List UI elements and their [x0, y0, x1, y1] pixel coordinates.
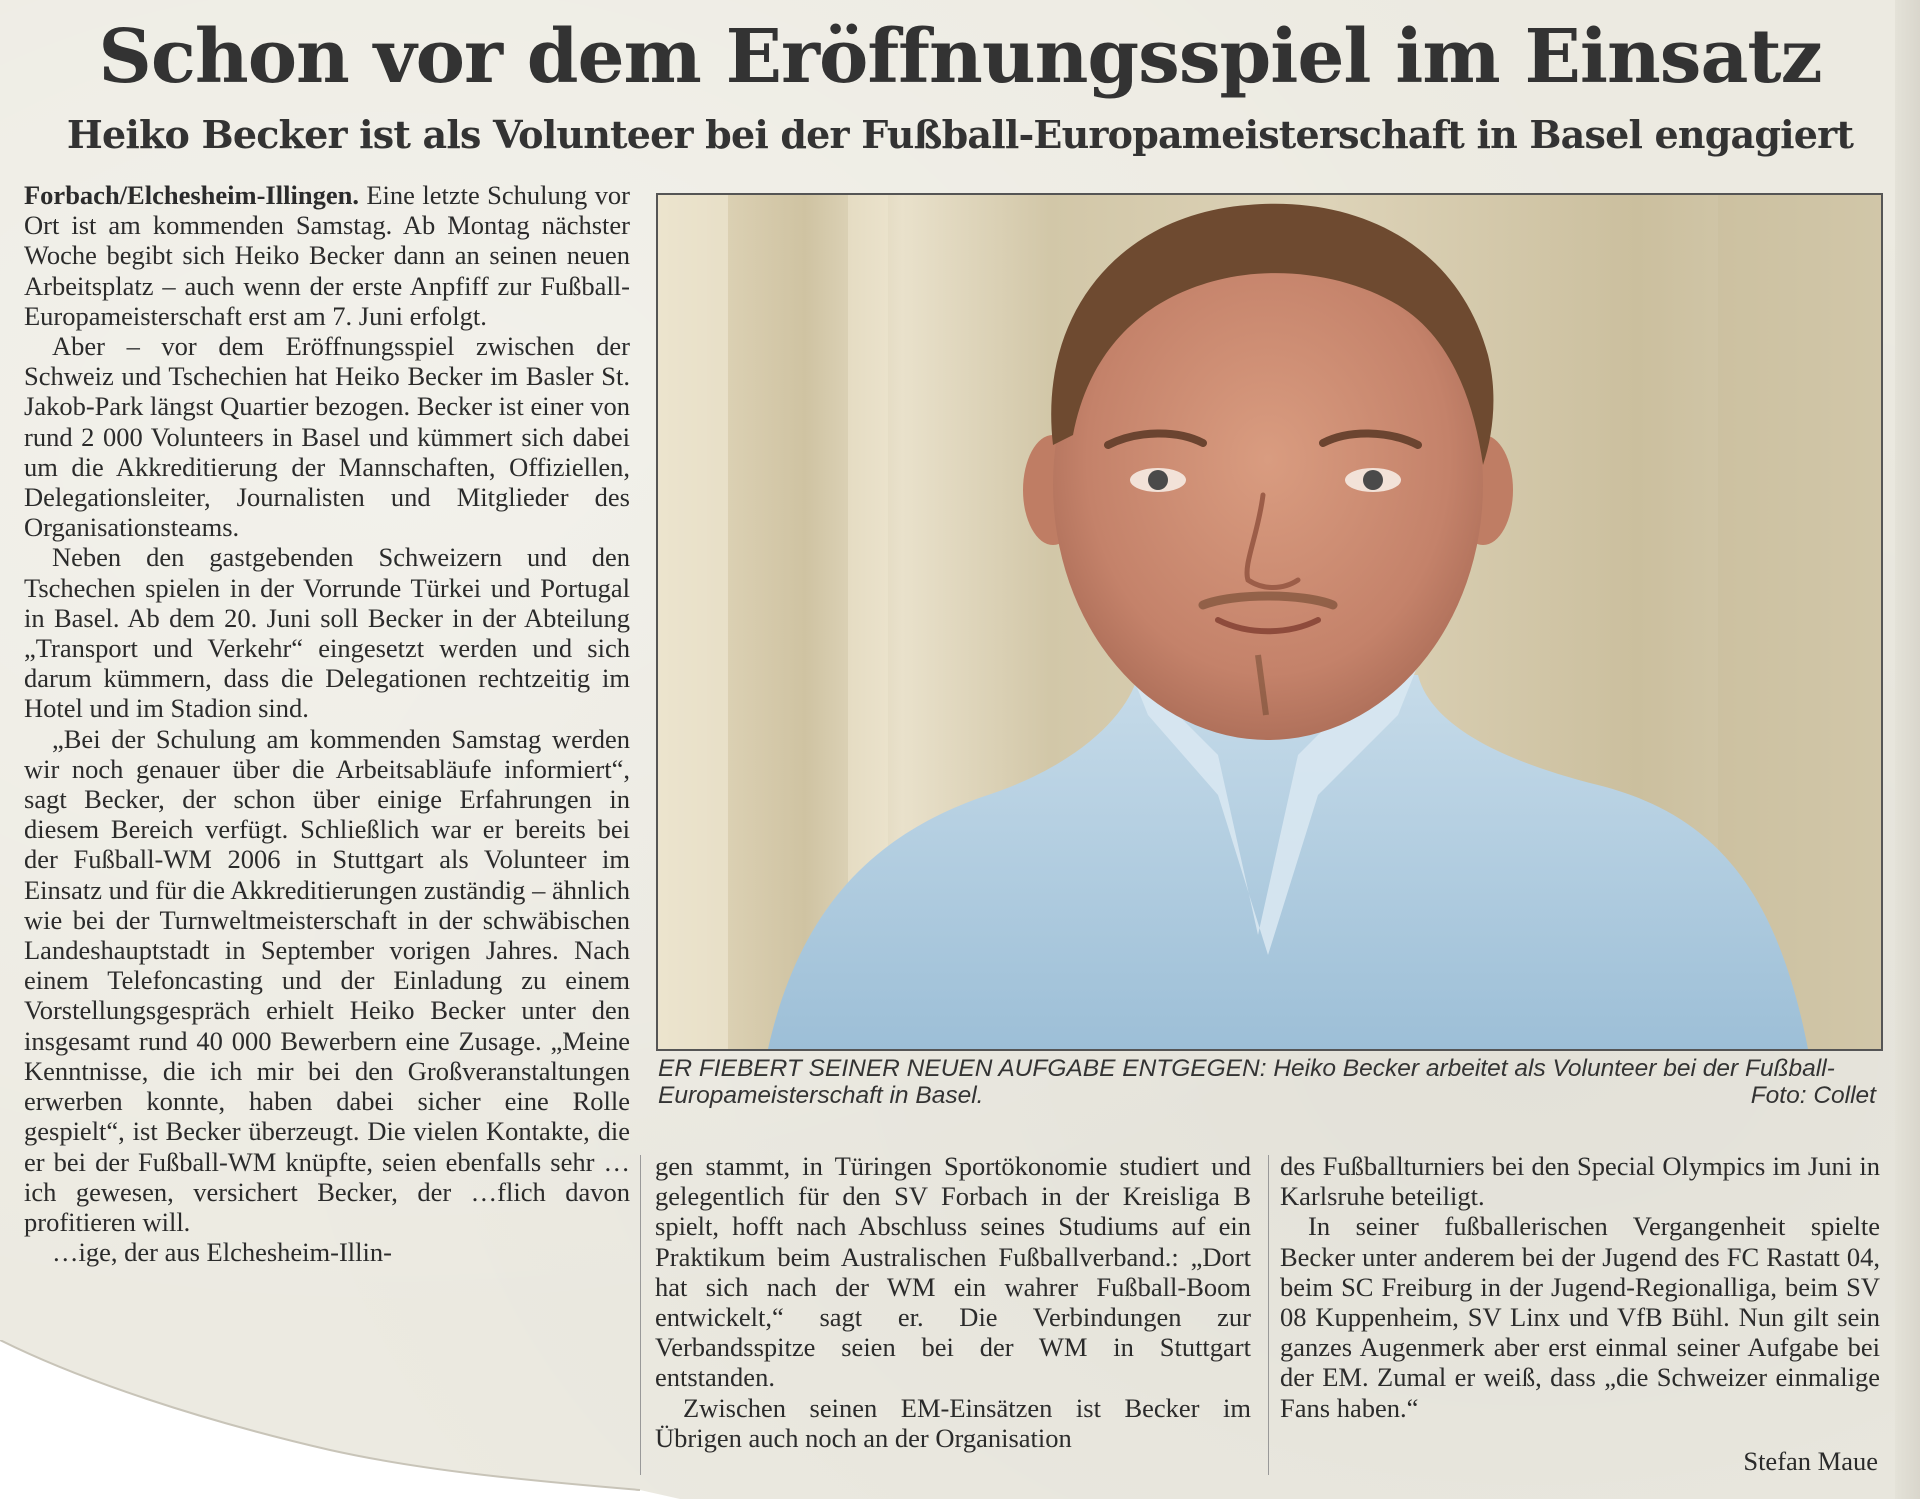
paragraph-8: des Fußballturniers bei den Special Olympics im Juni in Karlsruhe beteiligt.	[1280, 1151, 1880, 1212]
dateline: Forbach/Elchesheim-Illingen.	[24, 180, 359, 210]
headline: Schon vor dem Eröffnungsspiel im Einsatz	[98, 14, 1822, 100]
paragraph-2: Aber – vor dem Eröffnungsspiel zwischen der Schweiz und Tschechien hat Heiko Becker im Basler St. Jakob-Park längst Quartier bezogen. Becker ist einer von rund 2 000 Volunteers in Basel und kümmert sich dabei um die Akkreditierung der Mannschaften, Offiziellen, Delegationsleiter, Journalisten und Mitglieder des Organisationsteams.	[24, 331, 630, 543]
column-rule	[1268, 1155, 1269, 1475]
article-column-middle	[655, 1151, 1251, 1453]
byline: Stefan Maue	[1743, 1446, 1878, 1476]
paragraph-4: „Bei der Schulung am kommenden Samstag werden wir noch genauer über die Arbeitsabläufe informiert“, sagt Becker, der schon über einige Erfahrungen in diesem Bereich verfügt. Schließlich war er bereits bei der Fußball-WM 2006 in Stuttgart als Volunteer im Einsatz und für die Akkreditierungen zuständig – ähnlich wie bei der Turnweltmeisterschaft in der schwäbischen Landeshauptstadt in September vorigen Jahres. Nach einem Telefoncasting und der Einladung zu einem Vorstellungsgespräch erhielt Heiko Becker unter den insgesamt rund 40 000 Bewerbern eine Zusage. „Meine Kenntnisse, die ich mir bei den Großveranstaltungen erwerben konnte, haben dabei sicher eine Rolle gespielt“, ist Becker überzeugt. Die vielen Kontakte, die er bei der Fußball-WM knüpfte, seien ebenfalls sehr …ich gewesen, versichert Becker, der …flich davon profitieren will.	[24, 723, 630, 1237]
article-column-right	[1280, 1151, 1880, 1423]
caption-text: Heiko Becker arbeitet als Volunteer bei der Fußball-Europameisterschaft in Basel.	[658, 1055, 1835, 1109]
torn-corner	[0, 1340, 680, 1499]
paragraph-1-text: Eine letzte Schulung vor Ort ist am kommenden Samstag. Ab Montag nächster Woche begibt sich Heiko Becker dann an seinen neuen Arbeitsplatz – auch wenn der erste Anpfiff zur Fußball-Europameisterschaft erst am 7. Juni erfolgt.	[24, 180, 631, 331]
portrait-photo	[656, 193, 1883, 1051]
adjacent-page-edge	[1895, 0, 1920, 1499]
paragraph-1	[24, 180, 630, 331]
caption-lead: ER FIEBERT SEINER NEUEN AUFGABE ENTGEGEN:	[658, 1055, 1267, 1082]
paragraph-7: Zwischen seinen EM-Einsätzen ist Becker im Übrigen auch noch an der Organisation	[655, 1392, 1251, 1453]
photo-credit: Foto: Collet	[1750, 1082, 1876, 1109]
photo-caption	[658, 1055, 1878, 1109]
portrait-illustration	[658, 195, 1881, 1049]
paragraph-5: …ige, der aus Elchesheim-Illin-	[52, 1237, 392, 1268]
article-column-left	[24, 180, 630, 1267]
subheadline: Heiko Becker ist als Volunteer bei der Fußball-Europameisterschaft in Basel engagiert	[66, 112, 1854, 157]
paragraph-9: In seiner fußballerischen Vergangenheit spielte Becker unter anderem bei der Jugend des FC Rastatt 04, beim SC Freiburg in der Jugend-Regionalliga, beim SV 08 Kuppenheim, SV Linx und VfB Bühl. Nun gilt sein ganzes Augenmerk aber erst einmal seiner Aufgabe bei der EM. Zumal er weiß, dass „die Schweizer einmalige Fans haben.“	[1280, 1211, 1880, 1423]
paragraph-3: Neben den gastgebenden Schweizern und den Tschechen spielen in der Vorrunde Türkei und Portugal in Basel. Ab dem 20. Juni soll Becker in der Abteilung „Transport und Verkehr“ eingesetzt werden und sich darum kümmern, dass die Delegationen rechtzeitig im Hotel und im Stadion sind.	[24, 542, 630, 724]
paragraph-6: gen stammt, in Türingen Sportökonomie studiert und gelegentlich für den SV Forbach in der Kreisliga B spielt, hofft nach Abschluss seines Studiums auf ein Praktikum beim Australischen Fußballverband.: „Dort hat sich nach der WM ein wahrer Fußball-Boom entwickelt,“ sagt er. Die Verbindungen zur Verbandsspitze seien bei der WM in Stuttgart entstanden.	[655, 1151, 1251, 1393]
